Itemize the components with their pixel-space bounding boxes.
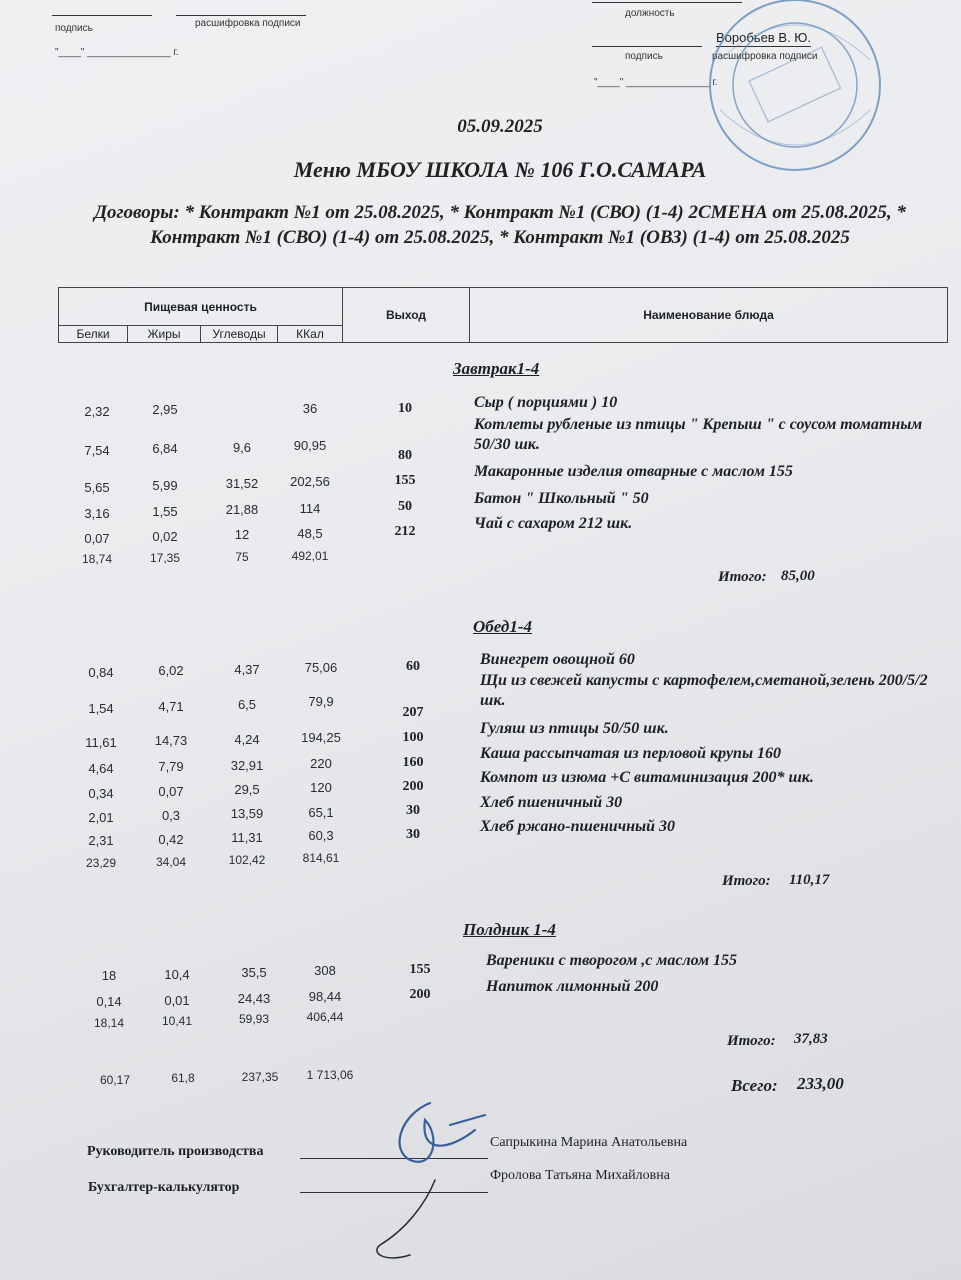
carbs-cell: 24,43: [237, 991, 271, 1006]
dish-name: Компот из изюма +С витаминизация 200* шк.: [480, 769, 814, 786]
col-header-proteins: Белки: [59, 326, 128, 343]
date-template-right: "____" _______________ г.: [594, 77, 718, 88]
dish-name: Вареники с творогом ,с маслом 155: [486, 952, 738, 969]
fats-cell: 4,71: [158, 699, 184, 714]
kcal-cell: 60,3: [308, 828, 334, 843]
fats-cell: 14,73: [154, 733, 188, 748]
fats-cell: 0,02: [152, 529, 178, 544]
signature-line-left: [52, 15, 152, 16]
dish-name: Винегрет овощной 60: [480, 651, 635, 668]
kcal-cell: 194,25: [301, 730, 341, 745]
proteins-cell: 0,14: [96, 994, 122, 1009]
output-cell: 100: [402, 730, 424, 745]
proteins-sum: 18,74: [81, 552, 113, 566]
output-cell: 30: [406, 803, 420, 818]
proteins-cell: 0,34: [88, 786, 114, 801]
proteins-grand-total: 60,17: [99, 1073, 131, 1087]
dish-name: Сыр ( порциями ) 10: [474, 394, 618, 411]
total-label: Итого:: [727, 1033, 776, 1049]
kcal-cell: 114: [299, 501, 321, 516]
proteins-cell: 18: [101, 968, 117, 983]
proteins-cell: 7,54: [84, 443, 110, 458]
kcal-cell: 65,1: [308, 805, 334, 820]
carbs-cell: 13,59: [230, 806, 264, 821]
fats-sum: 10,41: [161, 1014, 193, 1028]
decode-label-left: расшифровка подписи: [195, 18, 301, 29]
proteins-cell: 1,54: [88, 701, 114, 716]
kcal-sum: 814,61: [302, 851, 340, 865]
output-cell: 30: [406, 827, 420, 842]
fats-cell: 0,3: [161, 808, 181, 823]
dish-name: Гуляш из птицы 50/50 шк.: [480, 720, 669, 737]
dish-name: Щи из свежей капусты с картофелем,сметаной,зелень 200/5/2 шк.: [480, 672, 928, 709]
handwritten-signature-icon: [380, 1095, 490, 1175]
grand-total-label: Всего:: [731, 1076, 778, 1095]
carbs-cell: 21,88: [225, 502, 259, 517]
carbs-sum: 102,42: [228, 853, 266, 867]
fats-cell: 10,4: [164, 967, 190, 982]
director-name: Воробьев В. Ю.: [716, 30, 811, 45]
output-cell: 50: [398, 499, 412, 514]
position-label: должность: [625, 8, 675, 19]
dish-name: Напиток лимонный 200: [486, 978, 659, 995]
fats-cell: 0,01: [164, 993, 190, 1008]
document-date: 05.09.2025: [457, 116, 543, 137]
accountant-name: Фролова Татьяна Михайловна: [490, 1168, 670, 1183]
accountant-label: Бухгалтер-калькулятор: [88, 1180, 240, 1195]
kcal-grand-total: 1 713,06: [306, 1068, 354, 1082]
carbs-cell: 6,5: [237, 697, 257, 712]
decode-line-left: [176, 15, 306, 16]
kcal-cell: 75,06: [304, 660, 338, 675]
output-cell: 207: [402, 705, 424, 720]
proteins-cell: 3,16: [84, 506, 110, 521]
fats-grand-total: 61,8: [171, 1071, 195, 1085]
proteins-cell: 0,84: [88, 665, 114, 680]
output-cell: 155: [409, 962, 431, 977]
contracts-text: Договоры: * Контракт №1 от 25.08.2025, * Контракт №1 (СВО) (1-4) 2СМЕНА от 25.08.2025, * Контракт №1 (СВО) (1-4) от 25.08.2025, * Контракт №1 (ОВЗ) (1-4) от 25.08.2025: [94, 202, 906, 248]
proteins-cell: 11,61: [85, 735, 117, 750]
proteins-sum: 23,29: [85, 856, 117, 870]
dish-name: Батон " Школьный " 50: [474, 490, 649, 507]
carbs-cell: 35,5: [241, 965, 267, 980]
date-template-left: "____" _______________ г.: [55, 47, 179, 58]
proteins-cell: 0,07: [84, 531, 110, 546]
carbs-cell: 12: [234, 527, 250, 542]
decode-label-right: расшифровка подписи: [712, 51, 818, 62]
kcal-cell: 79,9: [308, 694, 334, 709]
kcal-cell: 220: [310, 756, 332, 771]
output-cell: 155: [394, 473, 416, 488]
kcal-cell: 202,56: [290, 474, 330, 489]
total-value: 85,00: [781, 568, 815, 584]
dish-name-header: Наименование блюда: [470, 288, 948, 343]
fats-cell: 6,84: [152, 441, 178, 456]
carbs-sum: 59,93: [238, 1012, 270, 1026]
proteins-sum: 18,14: [93, 1016, 125, 1030]
signature-label-left: подпись: [55, 23, 93, 34]
output-cell: 60: [406, 659, 420, 674]
proteins-cell: 2,31: [88, 833, 114, 848]
kcal-sum: 492,01: [291, 549, 329, 563]
section-title-lunch: Обед1-4: [473, 617, 532, 636]
signature-label-right: подпись: [625, 51, 663, 62]
proteins-cell: 2,01: [88, 810, 114, 825]
kcal-cell: 120: [310, 780, 332, 795]
output-cell: 80: [398, 448, 412, 463]
fats-sum: 34,04: [155, 855, 187, 869]
production-head-label: Руководитель производства: [87, 1144, 264, 1159]
col-header-fats: Жиры: [128, 326, 201, 343]
handwritten-signature-2-icon: [365, 1175, 455, 1275]
col-header-kcal: ККал: [278, 326, 343, 343]
carbs-cell: 29,5: [234, 782, 260, 797]
fats-cell: 0,07: [158, 784, 184, 799]
output-cell: 212: [394, 524, 416, 539]
carbs-grand-total: 237,35: [241, 1070, 279, 1084]
total-label: Итого:: [718, 569, 767, 585]
output-cell: 10: [398, 401, 412, 416]
carbs-cell: 4,37: [234, 662, 260, 677]
total-value: 110,17: [789, 872, 830, 888]
kcal-sum: 406,44: [306, 1010, 344, 1024]
carbs-cell: 31,52: [225, 476, 259, 491]
fats-cell: 2,95: [152, 402, 178, 417]
nutrition-header: Пищевая ценность: [59, 288, 343, 326]
menu-table-header: [58, 287, 948, 343]
fats-cell: 6,02: [158, 663, 184, 678]
carbs-cell: 11,31: [231, 830, 263, 845]
dish-name: Макаронные изделия отварные с маслом 155: [474, 463, 793, 480]
signature-line-right: [592, 46, 702, 47]
kcal-cell: 36: [302, 401, 318, 416]
proteins-cell: 2,32: [84, 404, 110, 419]
dish-name: Котлеты рубленые из птицы " Крепыш " с соусом томатным 50/30 шк.: [474, 416, 923, 453]
dish-name: Чай с сахаром 212 шк.: [474, 515, 633, 532]
output-cell: 200: [402, 779, 424, 794]
proteins-cell: 5,65: [84, 480, 110, 495]
dish-name: Хлеб ржано-пшеничный 30: [480, 818, 675, 835]
carbs-cell: 32,91: [230, 758, 264, 773]
total-label: Итого:: [722, 873, 771, 889]
output-cell: 200: [409, 987, 431, 1002]
fats-cell: 7,79: [158, 759, 184, 774]
total-value: 37,83: [794, 1031, 828, 1047]
kcal-cell: 90,95: [293, 438, 327, 453]
carbs-cell: 4,24: [234, 732, 260, 747]
section-title-snack: Полдник 1-4: [463, 920, 556, 939]
output-header: Выход: [343, 288, 470, 343]
fats-cell: 1,55: [152, 504, 178, 519]
document-title: Меню МБОУ ШКОЛА № 106 Г.О.САМАРА: [293, 157, 707, 182]
proteins-cell: 4,64: [88, 761, 114, 776]
carbs-sum: 75: [235, 550, 249, 564]
fats-cell: 5,99: [152, 478, 178, 493]
grand-total-value: 233,00: [797, 1074, 844, 1093]
dish-name: Хлеб пшеничный 30: [480, 794, 623, 811]
carbs-cell: 9,6: [232, 440, 252, 455]
production-head-name: Сапрыкина Марина Анатольевна: [490, 1135, 688, 1150]
section-title-breakfast: Завтрак1-4: [453, 359, 540, 378]
kcal-cell: 98,44: [308, 989, 342, 1004]
fats-sum: 17,35: [149, 551, 181, 565]
col-header-carbs: Углеводы: [201, 326, 278, 343]
kcal-cell: 308: [314, 963, 336, 978]
fats-cell: 0,42: [158, 832, 184, 847]
dish-name: Каша рассыпчатая из перловой крупы 160: [480, 745, 782, 762]
output-cell: 160: [402, 755, 424, 770]
kcal-cell: 48,5: [297, 526, 323, 541]
